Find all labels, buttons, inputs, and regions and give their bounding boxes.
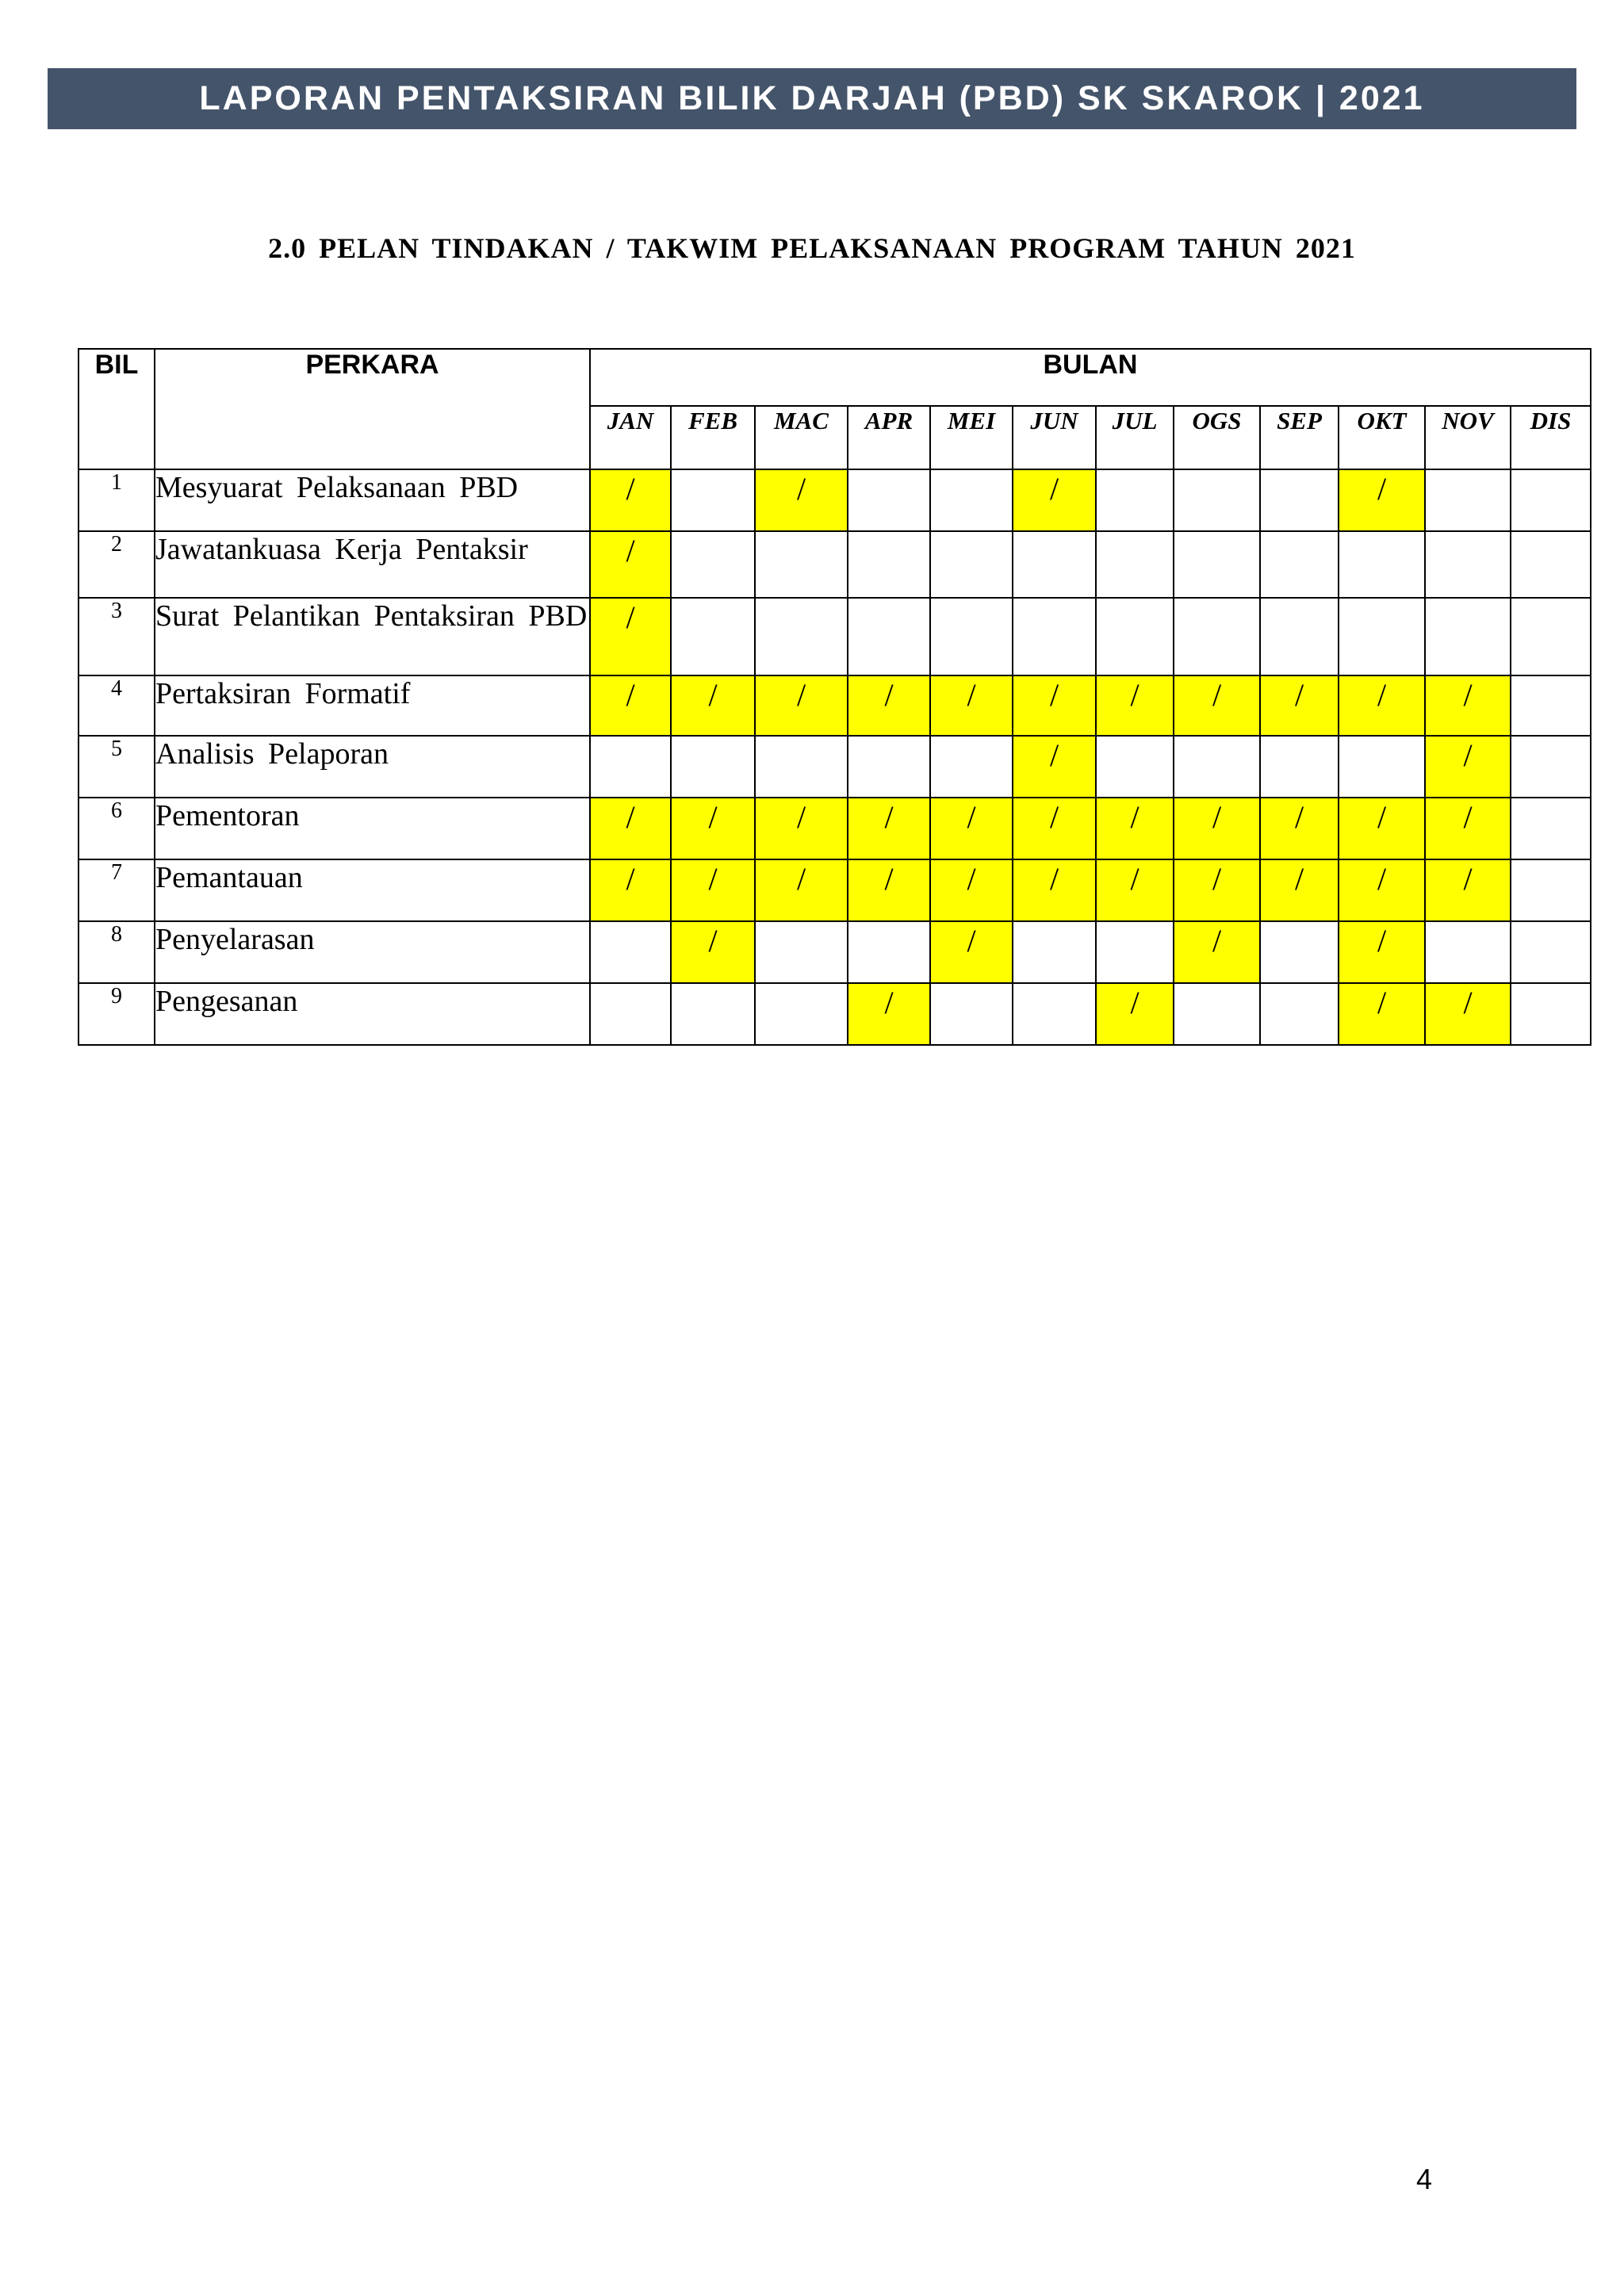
schedule-cell-dis — [1511, 675, 1591, 736]
schedule-cell-sep: / — [1260, 798, 1339, 859]
schedule-cell-apr: / — [848, 859, 930, 921]
schedule-cell-dis — [1511, 598, 1591, 675]
header-bil: BIL — [79, 349, 155, 469]
schedule-cell-ogs — [1174, 736, 1260, 798]
schedule-cell-ogs: / — [1174, 675, 1260, 736]
row-number: 7 — [79, 859, 155, 921]
schedule-cell-mac: / — [755, 798, 848, 859]
schedule-cell-jan: / — [590, 859, 671, 921]
schedule-cell-mei — [930, 983, 1013, 1045]
table-row — [79, 675, 1591, 736]
schedule-cell-jul: / — [1096, 798, 1174, 859]
schedule-cell-mac — [755, 736, 848, 798]
schedule-cell-apr — [848, 469, 930, 531]
schedule-cell-jun: / — [1013, 859, 1096, 921]
schedule-cell-jul: / — [1096, 675, 1174, 736]
schedule-cell-dis — [1511, 798, 1591, 859]
schedule-cell-jul — [1096, 531, 1174, 598]
schedule-cell-dis — [1511, 859, 1591, 921]
header-bulan: BULAN — [590, 349, 1591, 406]
schedule-cell-jul — [1096, 921, 1174, 983]
row-activity: Jawatankuasa Kerja Pentaksir — [155, 531, 590, 598]
schedule-cell-jan: / — [590, 469, 671, 531]
schedule-cell-mei: / — [930, 921, 1013, 983]
schedule-cell-apr: / — [848, 983, 930, 1045]
table-row — [79, 859, 1591, 921]
schedule-cell-sep — [1260, 921, 1339, 983]
row-number: 9 — [79, 983, 155, 1045]
row-number: 1 — [79, 469, 155, 531]
row-number: 4 — [79, 675, 155, 736]
schedule-cell-jan: / — [590, 531, 671, 598]
schedule-cell-ogs — [1174, 598, 1260, 675]
schedule-cell-dis — [1511, 921, 1591, 983]
schedule-cell-jul — [1096, 598, 1174, 675]
row-activity: Analisis Pelaporan — [155, 736, 590, 798]
row-activity: Pengesanan — [155, 983, 590, 1045]
schedule-cell-okt — [1339, 598, 1425, 675]
schedule-cell-mac: / — [755, 469, 848, 531]
table-row — [79, 531, 1591, 598]
row-number: 2 — [79, 531, 155, 598]
schedule-cell-mei — [930, 598, 1013, 675]
schedule-cell-jun: / — [1013, 798, 1096, 859]
schedule-cell-apr — [848, 921, 930, 983]
schedule-cell-ogs — [1174, 983, 1260, 1045]
row-number: 3 — [79, 598, 155, 675]
schedule-cell-jan — [590, 983, 671, 1045]
schedule-cell-ogs: / — [1174, 859, 1260, 921]
schedule-cell-nov — [1425, 598, 1511, 675]
table-row — [79, 921, 1591, 983]
month-header-feb: FEB — [671, 406, 755, 469]
schedule-cell-mac — [755, 921, 848, 983]
action-plan-table — [78, 348, 1591, 1046]
month-header-jan: JAN — [590, 406, 671, 469]
table-row — [79, 736, 1591, 798]
schedule-cell-feb: / — [671, 675, 755, 736]
schedule-cell-dis — [1511, 469, 1591, 531]
schedule-cell-mac — [755, 598, 848, 675]
schedule-cell-dis — [1511, 983, 1591, 1045]
schedule-cell-apr — [848, 598, 930, 675]
table-row — [79, 598, 1591, 675]
month-header-okt: OKT — [1339, 406, 1425, 469]
schedule-cell-sep — [1260, 598, 1339, 675]
table-header-row — [79, 349, 1591, 406]
schedule-cell-mac — [755, 983, 848, 1045]
schedule-cell-mac — [755, 531, 848, 598]
schedule-cell-nov — [1425, 531, 1511, 598]
row-number: 5 — [79, 736, 155, 798]
schedule-cell-okt: / — [1339, 921, 1425, 983]
schedule-cell-feb: / — [671, 921, 755, 983]
schedule-cell-mac: / — [755, 859, 848, 921]
schedule-cell-okt: / — [1339, 859, 1425, 921]
schedule-cell-apr: / — [848, 798, 930, 859]
schedule-cell-jul: / — [1096, 983, 1174, 1045]
schedule-cell-sep — [1260, 531, 1339, 598]
schedule-cell-jan — [590, 921, 671, 983]
schedule-cell-jun — [1013, 921, 1096, 983]
schedule-cell-sep: / — [1260, 859, 1339, 921]
page-number: 4 — [1415, 2163, 1433, 2195]
schedule-cell-mei: / — [930, 859, 1013, 921]
row-activity: Pertaksiran Formatif — [155, 675, 590, 736]
schedule-cell-nov: / — [1425, 736, 1511, 798]
schedule-cell-jan — [590, 736, 671, 798]
schedule-cell-ogs: / — [1174, 921, 1260, 983]
schedule-cell-nov — [1425, 469, 1511, 531]
table-row — [79, 983, 1591, 1045]
schedule-cell-sep — [1260, 469, 1339, 531]
month-header-mac: MAC — [755, 406, 848, 469]
schedule-cell-jul — [1096, 469, 1174, 531]
schedule-cell-jul: / — [1096, 859, 1174, 921]
schedule-cell-feb — [671, 598, 755, 675]
schedule-cell-dis — [1511, 531, 1591, 598]
schedule-cell-mei — [930, 531, 1013, 598]
schedule-cell-mac: / — [755, 675, 848, 736]
row-activity: Mesyuarat Pelaksanaan PBD — [155, 469, 590, 531]
schedule-cell-okt: / — [1339, 798, 1425, 859]
schedule-cell-sep: / — [1260, 675, 1339, 736]
table-row — [79, 469, 1591, 531]
schedule-cell-nov: / — [1425, 983, 1511, 1045]
schedule-cell-jan: / — [590, 675, 671, 736]
row-activity: Pementoran — [155, 798, 590, 859]
row-number: 6 — [79, 798, 155, 859]
schedule-cell-okt: / — [1339, 983, 1425, 1045]
schedule-cell-ogs — [1174, 531, 1260, 598]
schedule-cell-feb: / — [671, 859, 755, 921]
row-activity: Pemantauan — [155, 859, 590, 921]
row-number: 8 — [79, 921, 155, 983]
report-title: LAPORAN PENTAKSIRAN BILIK DARJAH (PBD) SK SKAROK | 2021 — [199, 79, 1425, 117]
month-header-sep: SEP — [1260, 406, 1339, 469]
schedule-cell-ogs — [1174, 469, 1260, 531]
schedule-cell-okt — [1339, 736, 1425, 798]
schedule-cell-nov — [1425, 921, 1511, 983]
schedule-cell-mei — [930, 736, 1013, 798]
schedule-cell-nov: / — [1425, 798, 1511, 859]
schedule-cell-jun — [1013, 598, 1096, 675]
schedule-cell-jun — [1013, 983, 1096, 1045]
section-title: 2.0 PELAN TINDAKAN / TAKWIM PELAKSANAAN PROGRAM TAHUN 2021 — [268, 232, 1356, 264]
schedule-cell-feb: / — [671, 798, 755, 859]
row-activity: Penyelarasan — [155, 921, 590, 983]
schedule-cell-mei — [930, 469, 1013, 531]
schedule-cell-jan: / — [590, 598, 671, 675]
schedule-cell-dis — [1511, 736, 1591, 798]
schedule-cell-ogs: / — [1174, 798, 1260, 859]
schedule-cell-feb — [671, 469, 755, 531]
month-header-jul: JUL — [1096, 406, 1174, 469]
schedule-cell-jan: / — [590, 798, 671, 859]
schedule-cell-feb — [671, 736, 755, 798]
schedule-cell-okt — [1339, 531, 1425, 598]
schedule-cell-sep — [1260, 736, 1339, 798]
schedule-cell-apr — [848, 531, 930, 598]
schedule-cell-apr: / — [848, 675, 930, 736]
month-header-jun: JUN — [1013, 406, 1096, 469]
schedule-cell-jun: / — [1013, 675, 1096, 736]
month-header-ogs: OGS — [1174, 406, 1260, 469]
row-activity: Surat Pelantikan Pentaksiran PBD — [155, 598, 590, 675]
month-header-nov: NOV — [1425, 406, 1511, 469]
schedule-cell-sep — [1260, 983, 1339, 1045]
table-body — [79, 469, 1591, 1045]
month-header-dis: DIS — [1511, 406, 1591, 469]
schedule-cell-okt: / — [1339, 469, 1425, 531]
report-header-banner — [48, 68, 1576, 129]
header-perkara: PERKARA — [155, 349, 590, 469]
schedule-cell-nov: / — [1425, 675, 1511, 736]
schedule-cell-okt: / — [1339, 675, 1425, 736]
schedule-cell-mei: / — [930, 798, 1013, 859]
schedule-cell-feb — [671, 983, 755, 1045]
schedule-cell-apr — [848, 736, 930, 798]
schedule-cell-nov: / — [1425, 859, 1511, 921]
month-header-mei: MEI — [930, 406, 1013, 469]
schedule-cell-jun: / — [1013, 469, 1096, 531]
schedule-cell-mei: / — [930, 675, 1013, 736]
schedule-cell-jul — [1096, 736, 1174, 798]
month-header-apr: APR — [848, 406, 930, 469]
schedule-cell-jun: / — [1013, 736, 1096, 798]
schedule-cell-feb — [671, 531, 755, 598]
table-row — [79, 798, 1591, 859]
schedule-cell-jun — [1013, 531, 1096, 598]
